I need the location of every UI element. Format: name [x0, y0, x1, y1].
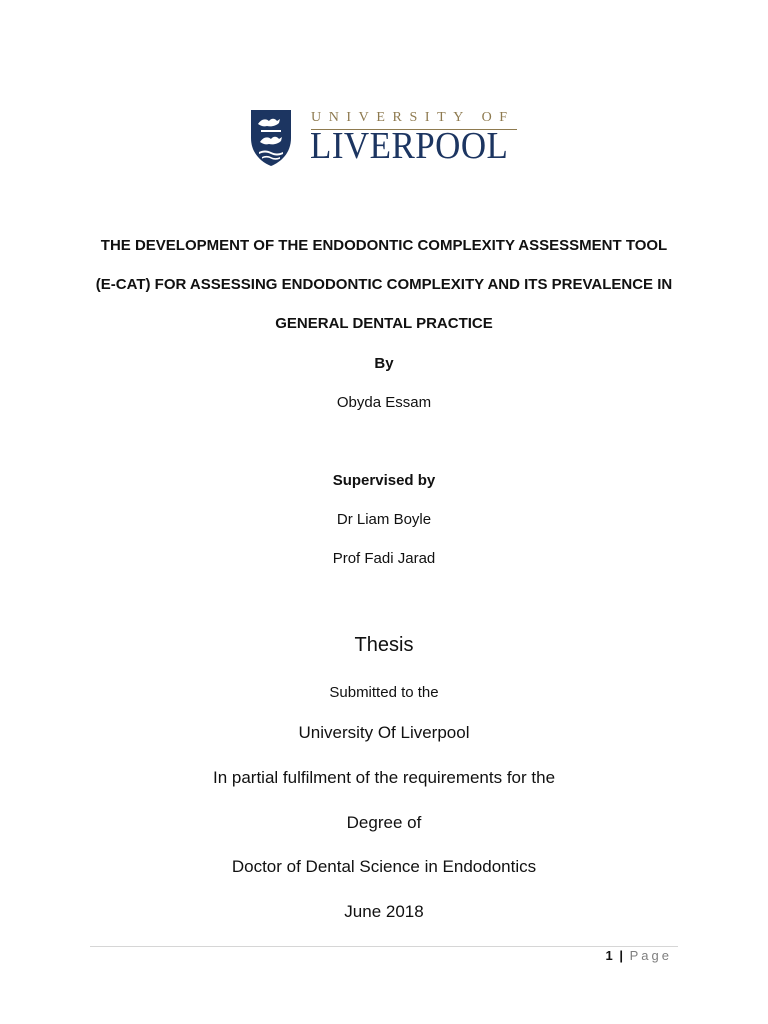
title-line-2: (E-CAT) FOR ASSESSING ENDODONTIC COMPLEXITY AND ITS PREVALENCE IN: [95, 276, 673, 293]
supervisor-1: Dr Liam Boyle: [336, 511, 432, 528]
by-label: By: [374, 355, 394, 372]
title-line-1: THE DEVELOPMENT OF THE ENDODONTIC COMPLEXITY ASSESSMENT TOOL: [100, 237, 668, 254]
logo-liverpool: LIVERPOOL: [310, 125, 509, 167]
thesis-heading: Thesis: [354, 634, 414, 656]
page-label: Page: [629, 948, 672, 963]
page-footer: [606, 948, 673, 963]
title-line-3: GENERAL DENTAL PRACTICE: [275, 315, 493, 332]
footer-divider: [90, 946, 678, 947]
supervised-by-label: Supervised by: [332, 472, 436, 489]
submission-date: June 2018: [344, 902, 424, 921]
degree-label: Degree of: [346, 813, 422, 832]
footer-separator: |: [619, 948, 623, 963]
requirement-text: In partial fulfilment of the requirements for the: [212, 768, 556, 787]
institution-name: University Of Liverpool: [298, 723, 470, 742]
page-number: 1: [605, 948, 613, 963]
author-name: Obyda Essam: [336, 394, 432, 411]
submitted-label: Submitted to the: [329, 684, 439, 701]
degree-name: Doctor of Dental Science in Endodontics: [231, 857, 537, 876]
supervisor-2: Prof Fadi Jarad: [332, 550, 436, 567]
logo-university-of: UNIVERSITY OF: [311, 110, 515, 125]
liverpool-shield-icon: [249, 108, 293, 168]
university-logo: [249, 108, 521, 170]
